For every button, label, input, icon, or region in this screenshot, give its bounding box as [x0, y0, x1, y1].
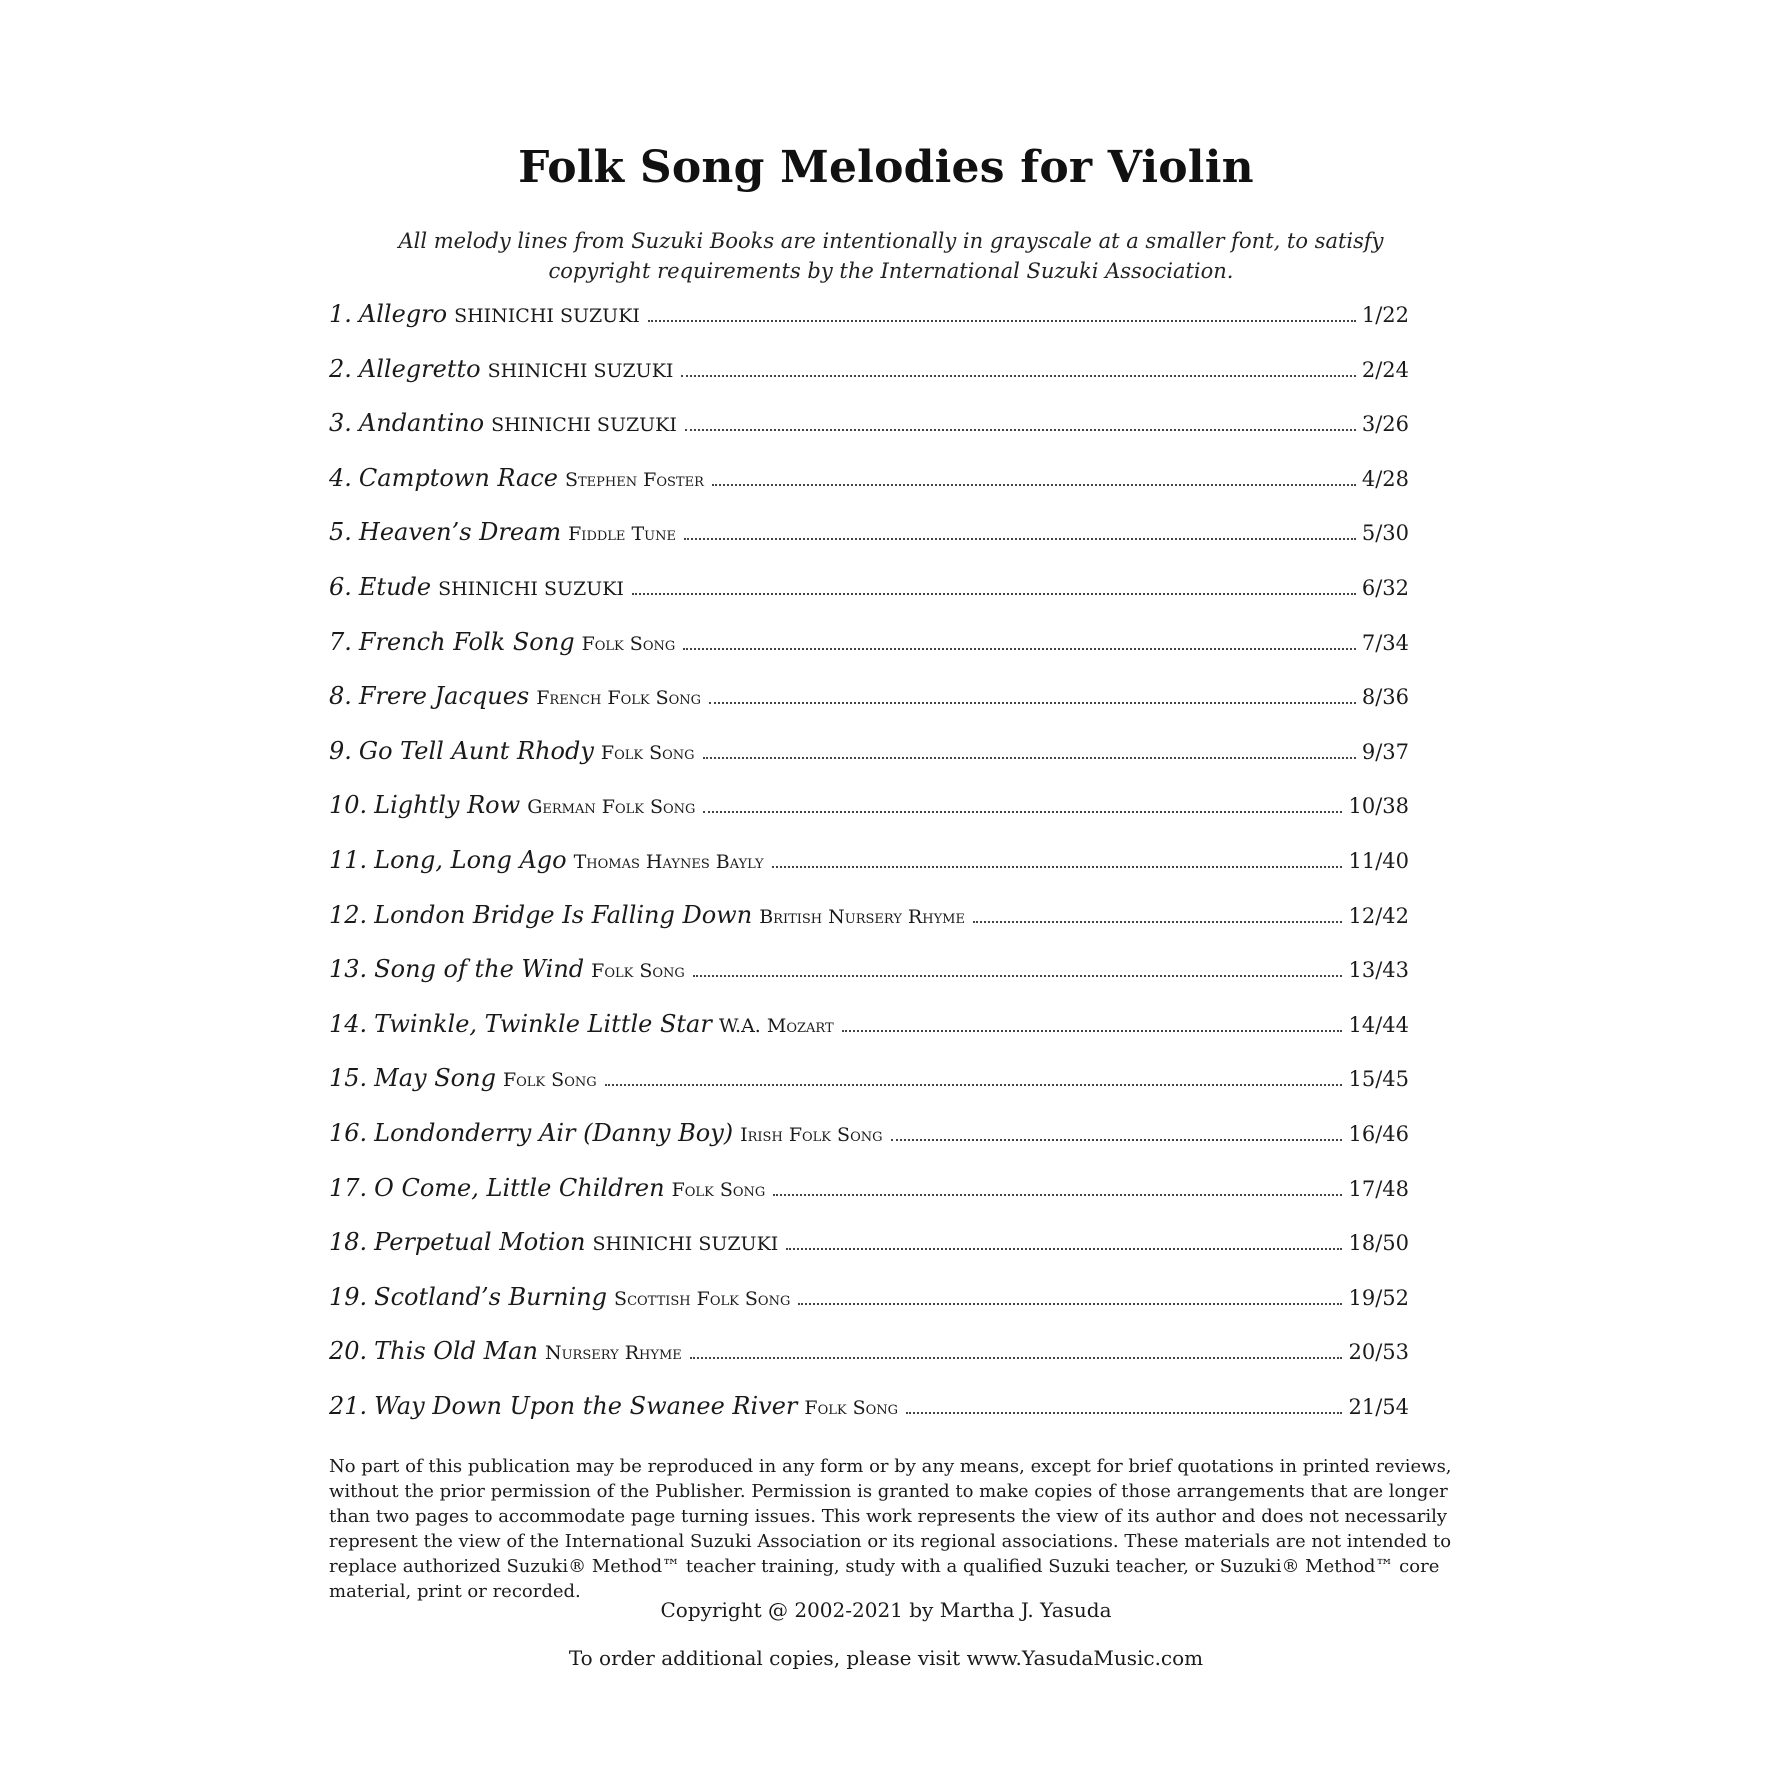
toc-entry-page: 20/53	[1348, 1340, 1409, 1365]
toc-entry-title: Etude	[358, 572, 432, 601]
toc-entry-composer: Nursery Rhyme	[544, 1342, 682, 1365]
toc-entry-composer: Fiddle Tune	[568, 523, 676, 546]
toc-entry-composer: Scottish Folk Song	[614, 1287, 791, 1310]
toc-entry-number: 19.	[329, 1282, 368, 1311]
toc-entry-composer: Folk Song	[591, 960, 685, 983]
toc-entry-composer: Folk Song	[600, 741, 695, 764]
toc-entry-title: Go Tell Aunt Rhody	[358, 736, 594, 765]
toc-entry-composer: Folk Song	[804, 1396, 899, 1419]
toc-entry	[329, 300, 1409, 355]
toc-entry-number: 17.	[329, 1173, 368, 1202]
toc-entry-title: Way Down Upon the Swanee River	[374, 1391, 798, 1420]
toc-entry-title: May Song	[374, 1064, 496, 1093]
toc-dot-leader	[973, 921, 1343, 923]
toc-entry-number: 7.	[329, 627, 352, 656]
toc-entry-page: 14/44	[1348, 1012, 1409, 1037]
toc-entry-composer: SHINICHI SUZUKI	[454, 305, 640, 327]
toc-entry-number: 2.	[329, 354, 352, 383]
toc-entry	[329, 1174, 1409, 1229]
toc-entry-page: 21/54	[1348, 1394, 1409, 1419]
toc-entry	[329, 1010, 1409, 1065]
toc-dot-leader	[786, 1248, 1342, 1250]
toc-entry-page: 10/38	[1348, 794, 1409, 819]
toc-dot-leader	[906, 1412, 1342, 1414]
toc-entry-page: 9/37	[1361, 739, 1409, 764]
toc-entry	[329, 355, 1409, 410]
toc-entry	[329, 1392, 1409, 1447]
toc-entry-title: Allegretto	[358, 354, 481, 383]
toc-entry-number: 5.	[329, 518, 352, 547]
toc-entry-composer: Folk Song	[671, 1178, 766, 1201]
toc-entry-number: 18.	[329, 1228, 368, 1257]
toc-dot-leader	[712, 484, 1356, 486]
toc-entry-title: O Come, Little Children	[374, 1173, 665, 1202]
toc-entry-number: 1.	[329, 300, 352, 328]
toc-dot-leader	[693, 975, 1343, 977]
toc-entry-page: 7/34	[1361, 630, 1409, 655]
toc-entry-title: Twinkle, Twinkle Little Star	[374, 1009, 712, 1038]
toc-entry-number: 8.	[329, 682, 352, 711]
toc-entry-number: 14.	[329, 1009, 368, 1038]
toc-entry-page: 13/43	[1348, 958, 1409, 983]
toc-entry	[329, 1283, 1409, 1338]
toc-dot-leader	[632, 593, 1356, 595]
toc-entry-composer: French Folk Song	[536, 687, 702, 710]
toc-entry-title: Camptown Race	[358, 463, 558, 492]
toc-entry-number: 12.	[329, 900, 368, 929]
toc-entry-page: 12/42	[1348, 903, 1409, 928]
toc-entry-page: 2/24	[1361, 357, 1409, 382]
toc-entry-title: Long, Long Ago	[374, 845, 567, 874]
toc-entry-page: 8/36	[1361, 685, 1409, 710]
toc-entry-number: 20.	[329, 1337, 368, 1366]
toc-entry-title: London Bridge Is Falling Down	[374, 900, 753, 929]
toc-entry-composer: SHINICHI SUZUKI	[592, 1233, 779, 1256]
toc-dot-leader	[842, 1030, 1343, 1032]
toc-dot-leader	[690, 1357, 1343, 1359]
toc-dot-leader	[773, 1194, 1342, 1196]
page-subtitle: All melody lines from Suzuki Books are intentionally in grayscale at a smaller font, to satisfy copyright requirements by the International Suzuki Association.	[398, 229, 1384, 283]
toc-entry-title: Heaven’s Dream	[358, 518, 562, 547]
toc-entry-page: 19/52	[1348, 1285, 1409, 1310]
table-of-contents	[329, 300, 1409, 1446]
toc-entry-number: 4.	[329, 463, 352, 492]
toc-entry-page: 5/30	[1361, 521, 1409, 546]
toc-entry	[329, 955, 1409, 1010]
toc-dot-leader	[648, 320, 1356, 322]
toc-dot-leader	[685, 429, 1356, 431]
toc-entry-composer: Folk Song	[581, 632, 676, 655]
toc-entry-page: 18/50	[1348, 1231, 1409, 1256]
toc-dot-leader	[798, 1303, 1342, 1305]
toc-entry	[329, 682, 1409, 737]
toc-entry	[329, 1119, 1409, 1174]
toc-entry-title: Allegro	[358, 300, 448, 328]
toc-entry-composer: German Folk Song	[527, 796, 696, 819]
toc-dot-leader	[891, 1139, 1343, 1141]
toc-entry-number: 6.	[329, 572, 352, 601]
toc-entry-number: 15.	[329, 1064, 368, 1093]
toc-entry-title: Lightly Row	[374, 791, 521, 820]
toc-entry-title: Andantino	[358, 409, 485, 438]
toc-entry-number: 10.	[329, 791, 368, 820]
toc-dot-leader	[772, 866, 1343, 868]
toc-entry-page: 17/48	[1348, 1176, 1409, 1201]
toc-entry-page: 16/46	[1348, 1121, 1409, 1146]
toc-entry	[329, 1064, 1409, 1119]
toc-entry	[329, 464, 1409, 519]
page-title: Folk Song Melodies for Violin	[518, 142, 1254, 193]
toc-entry	[329, 901, 1409, 956]
copyright-line: Copyright @ 2002-2021 by Martha J. Yasuda	[660, 1598, 1112, 1622]
toc-entry-page: 3/26	[1361, 412, 1409, 437]
toc-entry-number: 21.	[329, 1391, 368, 1420]
toc-entry	[329, 1228, 1409, 1283]
toc-entry-page: 15/45	[1348, 1067, 1409, 1092]
copyright-notice: No part of this publication may be reproduced in any form or by any means, except for brief quotations in printed reviews, without the prior permission of the Publisher. Permission is granted to make copies of those arrangements that are longer than two pages to accommodate page turning issues. This work represents the view of its author and does not necessarily represent the view of the International Suzuki Association or its regional associations. These materials are not intended to replace authorized Suzuki® Method™ teacher training, study with a qualified Suzuki teacher, or Suzuki® Method™ core material, print or recorded.	[329, 1456, 1452, 1602]
toc-entry-number: 9.	[329, 736, 352, 765]
toc-entry-composer: SHINICHI SUZUKI	[487, 359, 674, 382]
toc-entry-composer: W.A. Mozart	[718, 1014, 834, 1037]
toc-entry-composer: Irish Folk Song	[740, 1123, 883, 1146]
toc-entry-page: 11/40	[1348, 848, 1409, 873]
toc-entry-title: This Old Man	[374, 1337, 538, 1366]
toc-entry-number: 16.	[329, 1118, 368, 1147]
toc-entry-composer: Stephen Foster	[565, 468, 704, 491]
toc-dot-leader	[684, 538, 1356, 540]
toc-dot-leader	[605, 1084, 1343, 1086]
toc-dot-leader	[709, 702, 1356, 704]
toc-entry	[329, 846, 1409, 901]
toc-dot-leader	[681, 375, 1355, 377]
toc-entry-title: French Folk Song	[358, 627, 575, 656]
toc-entry-title: Frere Jacques	[358, 682, 530, 711]
toc-entry	[329, 409, 1409, 464]
toc-entry-number: 13.	[329, 955, 368, 984]
toc-entry-title: Londonderry Air (Danny Boy)	[374, 1118, 734, 1147]
order-info: To order additional copies, please visit www.YasudaMusic.com	[568, 1646, 1204, 1670]
toc-dot-leader	[703, 757, 1356, 759]
toc-entry-number: 3.	[329, 409, 352, 438]
toc-entry-title: Perpetual Motion	[374, 1228, 586, 1257]
toc-entry	[329, 737, 1409, 792]
toc-entry	[329, 791, 1409, 846]
toc-entry-page: 1/22	[1361, 303, 1409, 327]
toc-entry-composer: SHINICHI SUZUKI	[491, 414, 677, 437]
toc-entry-composer: Thomas Haynes Bayly	[573, 850, 764, 873]
toc-dot-leader	[703, 811, 1342, 813]
toc-entry	[329, 628, 1409, 683]
toc-dot-leader	[683, 648, 1356, 650]
toc-entry-number: 11.	[329, 845, 368, 874]
toc-entry-title: Song of the Wind	[374, 955, 585, 984]
toc-entry-composer: British Nursery Rhyme	[759, 905, 965, 928]
toc-entry-title: Scotland’s Burning	[374, 1282, 608, 1311]
toc-entry	[329, 1337, 1409, 1392]
toc-entry	[329, 518, 1409, 573]
toc-entry-page: 4/28	[1361, 466, 1409, 491]
toc-entry-composer: Folk Song	[502, 1069, 597, 1092]
toc-entry-page: 6/32	[1361, 575, 1409, 600]
toc-entry	[329, 573, 1409, 628]
toc-entry-composer: SHINICHI SUZUKI	[438, 577, 624, 600]
